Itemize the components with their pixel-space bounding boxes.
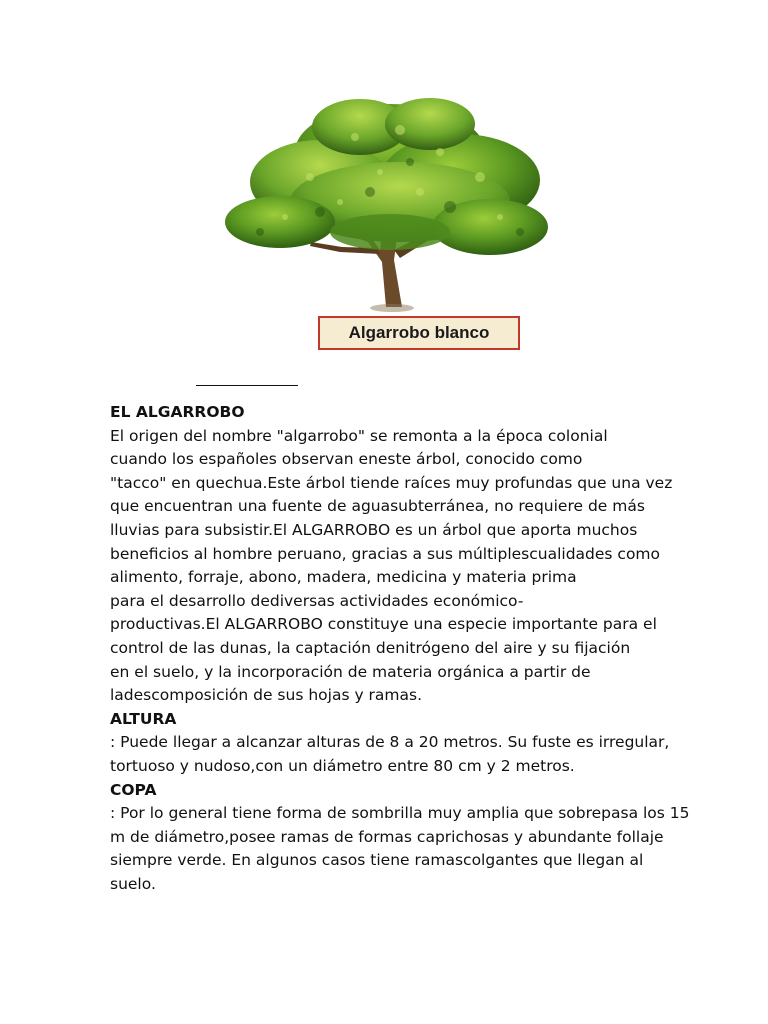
- body-line: lluvias para subsistir.El ALGARROBO es un árbol que aporta muchos: [110, 520, 638, 539]
- body-line: que encuentran una fuente de aguasubterránea, no requiere de más: [110, 497, 645, 516]
- article-body: [110, 401, 690, 896]
- body-line: en el suelo, y la incorporación de materia orgánica a partir de: [110, 662, 591, 681]
- body-line: cuando los españoles observan eneste árbol, conocido como: [110, 450, 583, 469]
- body-line: tortuoso y nudoso,con un diámetro entre 80 cm y 2 metros.: [110, 756, 575, 775]
- body-line: beneficios al hombre peruano, gracias a sus múltiplescualidades como: [110, 544, 661, 563]
- body-line: "tacco" en quechua.Este árbol tiende raíces muy profundas que una vez: [110, 473, 673, 492]
- section-title-altura: ALTURA: [110, 709, 177, 728]
- tree-figure: [190, 82, 575, 367]
- body-line: suelo.: [110, 874, 156, 893]
- body-line: alimento, forraje, abono, madera, medicina y materia prima: [110, 568, 577, 587]
- section-title-algarrobo: EL ALGARROBO: [110, 403, 245, 421]
- body-line: ladescomposición de sus hojas y ramas.: [110, 686, 423, 705]
- body-line: siempre verde. En algunos casos tiene ramascolgantes que llegan al: [110, 851, 644, 870]
- body-line: control de las dunas, la captación denitrógeno del aire y su fijación: [110, 638, 631, 657]
- body-line: El origen del nombre "algarrobo" se remonta a la época colonial: [110, 426, 608, 445]
- divider: [196, 385, 298, 386]
- section-title-copa: COPA: [110, 780, 157, 799]
- body-line: productivas.El ALGARROBO constituye una especie importante para el: [110, 615, 657, 634]
- body-line: para el desarrollo dediversas actividades económico-: [110, 591, 524, 610]
- body-line: m de diámetro,posee ramas de formas caprichosas y abundante follaje: [110, 827, 664, 846]
- figure-caption: Algarrobo blanco: [318, 316, 520, 350]
- body-line: : Puede llegar a alcanzar alturas de 8 a 20 metros. Su fuste es irregular,: [110, 733, 670, 752]
- body-line: : Por lo general tiene forma de sombrilla muy amplia que sobrepasa los 15: [110, 804, 690, 823]
